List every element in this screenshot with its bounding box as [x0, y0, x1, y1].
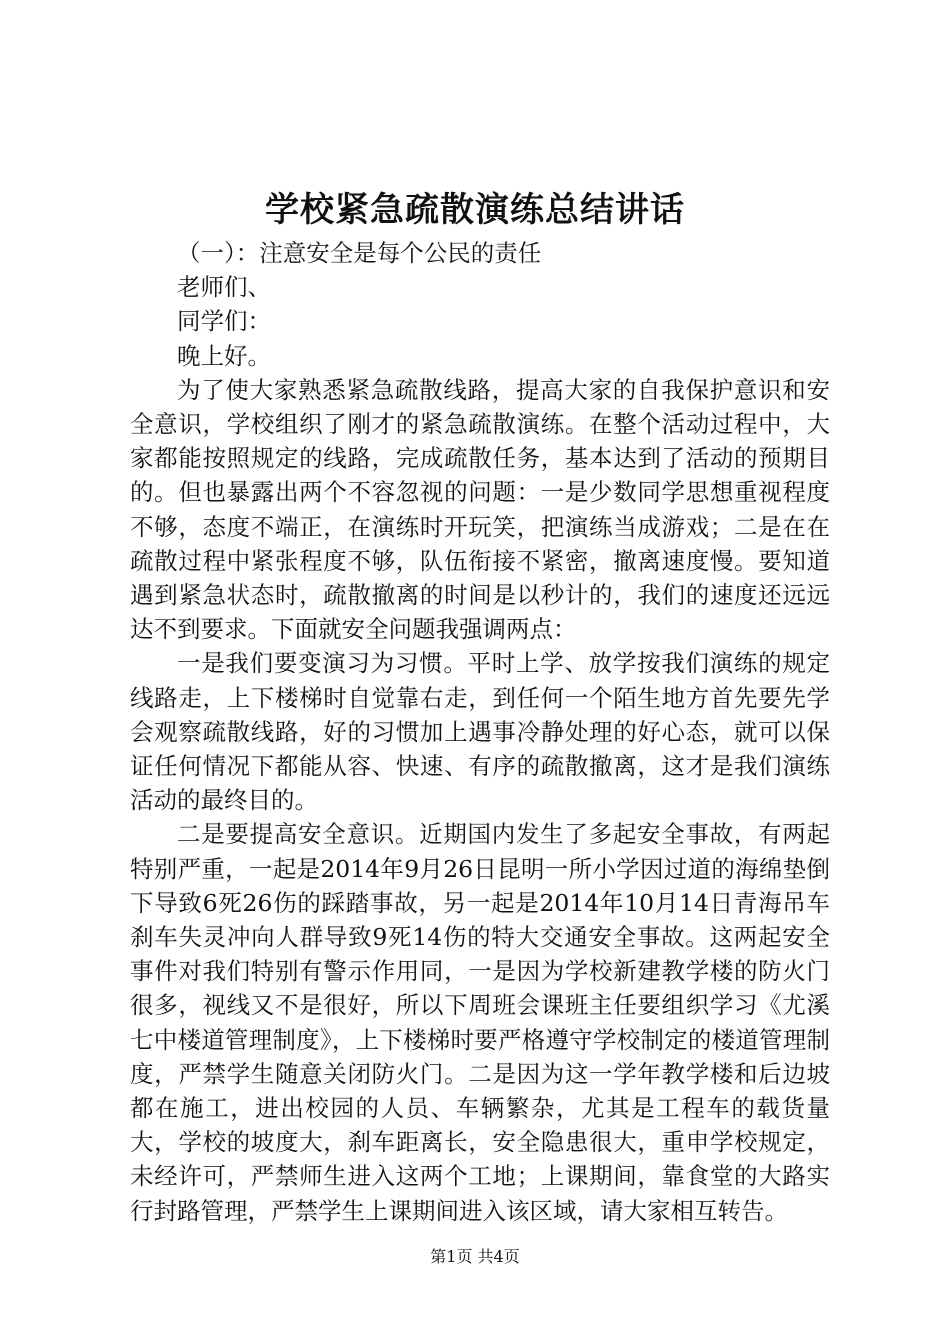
paragraph-point-one: 一是我们要变演习为习惯。平时上学、放学按我们演练的规定线路走，上下楼梯时自觉靠右走，到任何一个陌生地方首先要先学会观察疏散线路，好的习惯加上遇事冷静处理的好心态，就可以保证任何情况下都能从容、快速、有序的疏散撤离，这才是我们演练活动的最终目的。: [130, 649, 830, 815]
page-footer: 第1页 共4页: [430, 1247, 520, 1266]
greeting-teachers: 老师们、: [177, 273, 271, 302]
section-heading: （一）：注意安全是每个公民的责任: [177, 239, 542, 267]
greeting-students: 同学们：: [177, 307, 271, 336]
greeting-evening: 晚上好。: [177, 341, 271, 370]
paragraph-point-two: 二是要提高安全意识。近期国内发生了多起安全事故，有两起特别严重，一起是2014年9月26日昆明一所小学因过道的海绵垫倒下导致6死26伤的踩踏事故，另一起是2014年10月14日青海吊车刹车失灵冲向人群导致9死14伤的特大交通安全事故。这两起安全事件对我们特别有警示作用同，一是因为学校新建教学楼的防火门很多，视线又不是很好，所以下周班会课班主任要组织学习《尤溪七中楼道管理制度》，上下楼梯时要严格遵守学校制定的楼道管理制度，严禁学生随意关闭防火门。二是因为这一学年教学楼和后边坡都在施工，进出校园的人员、车辆繁杂，尤其是工程车的载货量大，学校的坡度大，刹车距离长，安全隐患很大，重申学校规定，未经许可，严禁师生进入这两个工地；上课期间，靠食堂的大路实行封路管理，严禁学生上课期间进入该区域，请大家相互转告。: [130, 820, 830, 1225]
document-title: 学校紧急疏散演练总结讲话: [265, 190, 685, 230]
document-body: [130, 236, 830, 1228]
paragraph-intro: 为了使大家熟悉紧急疏散线路，提高大家的自我保护意识和安全意识，学校组织了刚才的紧急疏散演练。在整个活动过程中，大家都能按照规定的线路，完成疏散任务，基本达到了活动的预期目的。但也暴露出两个不容忽视的问题：一是少数同学思想重视程度不够，态度不端正，在演练时开玩笑，把演练当成游戏；二是在在疏散过程中紧张程度不够，队伍衔接不紧密，撤离速度慢。要知道遇到紧急状态时，疏散撤离的时间是以秒计的，我们的速度还远远达不到要求。下面就安全问题我强调两点：: [130, 375, 830, 644]
